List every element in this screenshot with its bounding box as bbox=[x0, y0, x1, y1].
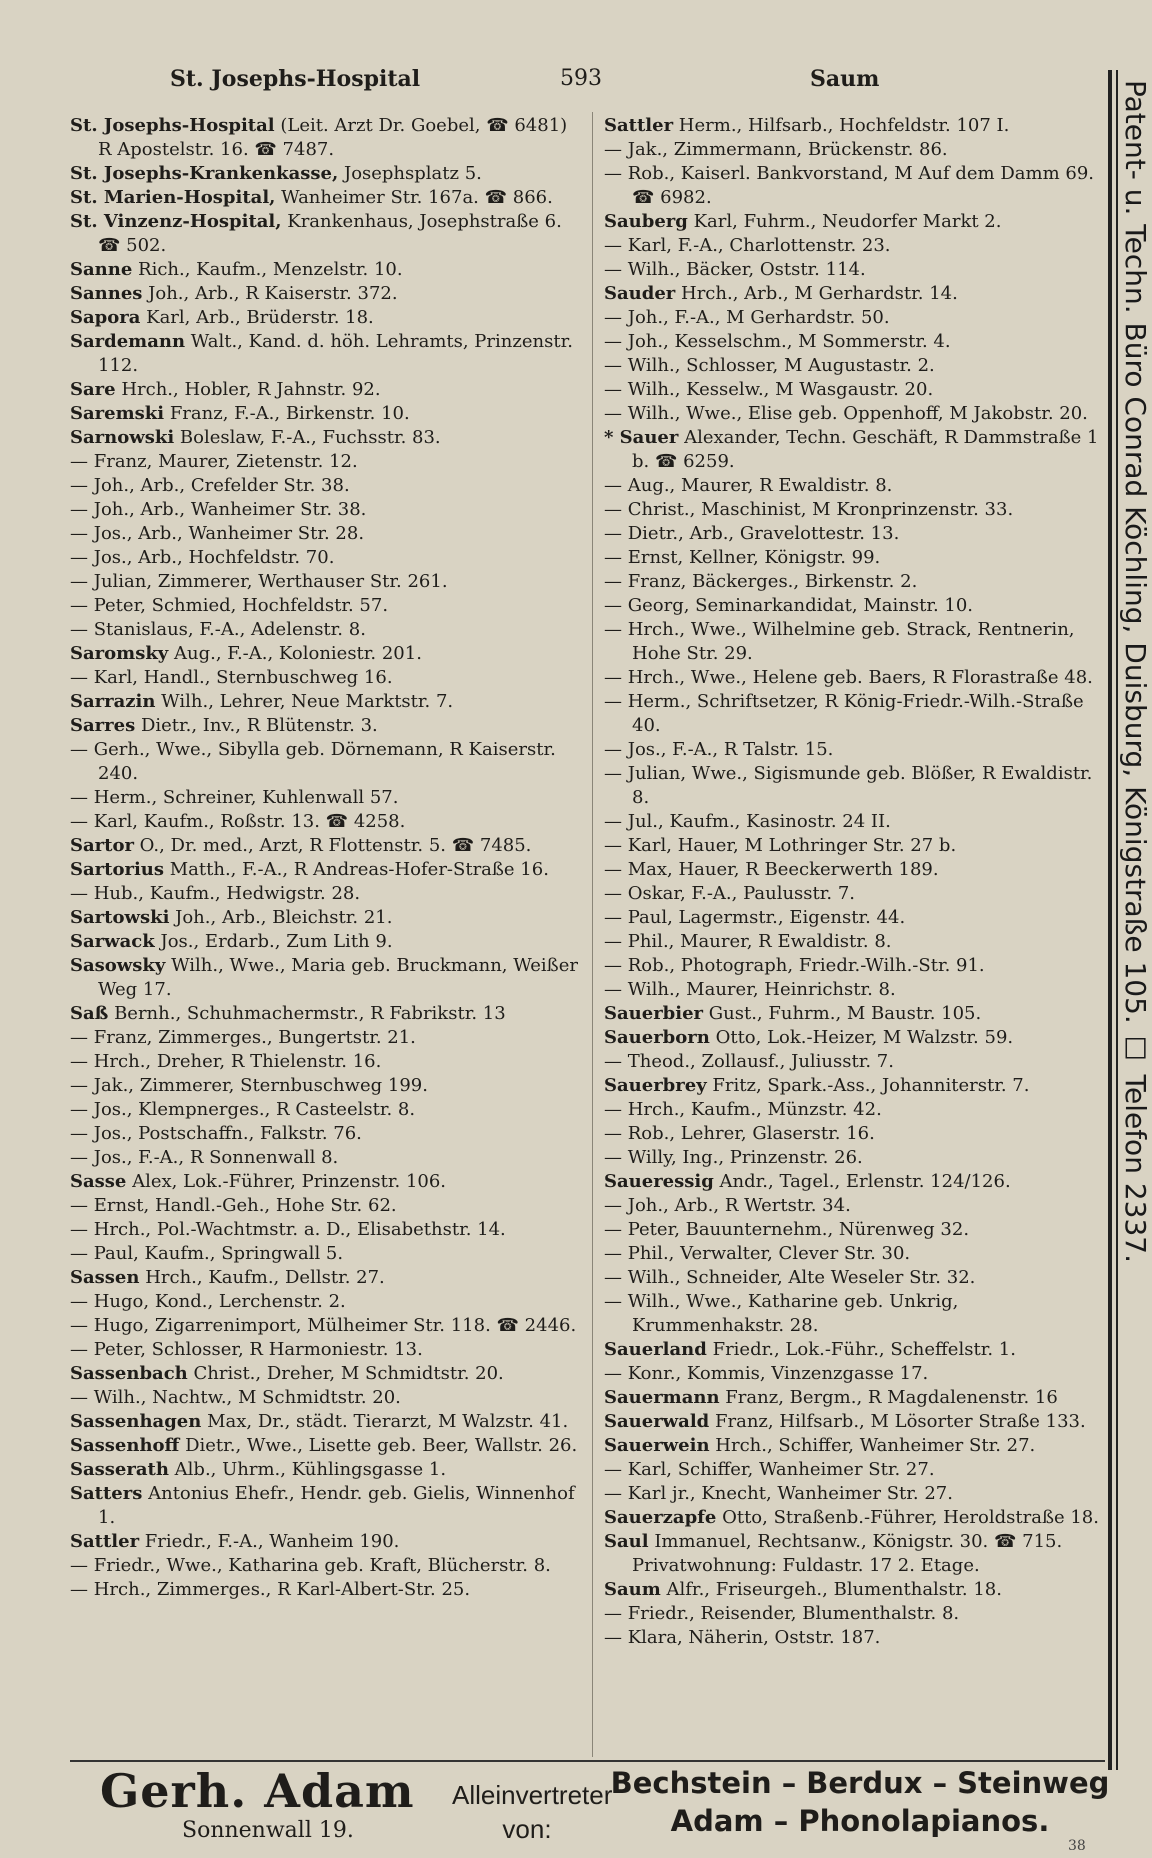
directory-entry bbox=[604, 1242, 1104, 1266]
directory-entry bbox=[70, 426, 580, 450]
directory-entry bbox=[604, 738, 1104, 762]
directory-entry bbox=[70, 186, 580, 210]
entry-details: — Wilh., Kesselw., M Wasgaustr. 20. bbox=[604, 379, 934, 400]
directory-entry bbox=[70, 1458, 580, 1482]
entry-details: Wilh., Wwe., Maria geb. Bruckmann, Weißer Weg 17. bbox=[98, 955, 578, 1000]
directory-entry bbox=[604, 474, 1104, 498]
entry-details: — Wilh., Nachtw., M Schmidtstr. 20. bbox=[70, 1387, 401, 1408]
entry-details: Andr., Tagel., Erlenstr. 124/126. bbox=[713, 1171, 1011, 1192]
entry-details: Franz, Bergm., R Magdalenenstr. 16 bbox=[719, 1387, 1058, 1408]
directory-entry bbox=[70, 1434, 580, 1458]
directory-entry bbox=[604, 810, 1104, 834]
directory-entry bbox=[70, 546, 580, 570]
directory-entry bbox=[70, 1122, 580, 1146]
entry-details: Friedr., F.-A., Wanheim 190. bbox=[139, 1531, 400, 1552]
directory-entry bbox=[604, 546, 1104, 570]
entry-details: Fritz, Spark.-Ass., Johanniterstr. 7. bbox=[706, 1075, 1030, 1096]
entry-details: — Jak., Zimmerer, Sternbuschweg 199. bbox=[70, 1075, 428, 1096]
entry-details: — Christ., Maschinist, M Kronprinzenstr. 33. bbox=[604, 499, 1014, 520]
directory-entry bbox=[604, 1530, 1104, 1578]
directory-entry bbox=[604, 930, 1104, 954]
header-right: Saum bbox=[810, 66, 880, 92]
directory-entry bbox=[604, 354, 1104, 378]
directory-entry bbox=[604, 330, 1104, 354]
entry-details: — Jos., Klempnerges., R Casteelstr. 8. bbox=[70, 1099, 416, 1120]
entry-surname: Sartorius bbox=[70, 859, 165, 880]
directory-entry bbox=[70, 258, 580, 282]
entry-details: Alb., Uhrm., Kühlingsgasse 1. bbox=[168, 1459, 447, 1480]
entry-details: — Dietr., Arb., Gravelottestr. 13. bbox=[604, 523, 900, 544]
directory-entry bbox=[70, 834, 580, 858]
entry-surname: Sasowsky bbox=[70, 955, 166, 976]
footer-rule bbox=[70, 1760, 1105, 1762]
entry-details: Franz, Hilfsarb., M Lösorter Straße 133. bbox=[709, 1411, 1086, 1432]
entry-surname: St. Josephs-Krankenkasse, bbox=[70, 163, 339, 184]
directory-entry bbox=[604, 1050, 1104, 1074]
directory-entry bbox=[604, 1386, 1104, 1410]
entry-details: — Hrch., Pol.-Wachtmstr. a. D., Elisabethstr. 14. bbox=[70, 1219, 506, 1240]
entry-surname: Sauerland bbox=[604, 1339, 707, 1360]
entry-details: — Franz, Maurer, Zietenstr. 12. bbox=[70, 451, 358, 472]
entry-surname: Sauerborn bbox=[604, 1027, 710, 1048]
directory-entry bbox=[604, 114, 1104, 138]
entry-details: Karl, Fuhrm., Neudorfer Markt 2. bbox=[687, 211, 1002, 232]
directory-entry bbox=[604, 906, 1104, 930]
directory-entry bbox=[70, 570, 580, 594]
entry-details: — Jak., Zimmermann, Brückenstr. 86. bbox=[604, 139, 948, 160]
directory-entry bbox=[604, 1074, 1104, 1098]
directory-entry bbox=[604, 1146, 1104, 1170]
directory-entry bbox=[70, 1218, 580, 1242]
entry-surname: Sauerwald bbox=[604, 1411, 710, 1432]
entry-details: — Willy, Ing., Prinzenstr. 26. bbox=[604, 1147, 863, 1168]
directory-entry bbox=[604, 762, 1104, 810]
directory-entry bbox=[604, 834, 1104, 858]
entry-surname: Sassenbach bbox=[70, 1363, 188, 1384]
entry-surname: Sauerzapfe bbox=[604, 1507, 717, 1528]
directory-entry bbox=[70, 474, 580, 498]
directory-entry bbox=[70, 690, 580, 714]
entry-details: — Herm., Schreiner, Kuhlenwall 57. bbox=[70, 787, 399, 808]
footer-middle bbox=[452, 1778, 613, 1846]
entry-details: — Joh., Arb., Crefelder Str. 38. bbox=[70, 475, 350, 496]
directory-entry bbox=[70, 1266, 580, 1290]
entry-details: Hrch., Hobler, R Jahnstr. 92. bbox=[115, 379, 381, 400]
directory-entry bbox=[604, 1578, 1104, 1602]
directory-entry bbox=[70, 714, 580, 738]
entry-details: — Klara, Näherin, Oststr. 187. bbox=[604, 1627, 881, 1648]
directory-entry bbox=[70, 1242, 580, 1266]
directory-entry bbox=[604, 1458, 1104, 1482]
entry-details: — Hugo, Kond., Lerchenstr. 2. bbox=[70, 1291, 346, 1312]
entry-details: — Georg, Seminarkandidat, Mainstr. 10. bbox=[604, 595, 974, 616]
directory-entry bbox=[70, 378, 580, 402]
directory-entry bbox=[604, 426, 1104, 474]
entry-surname: Sauder bbox=[604, 283, 676, 304]
directory-entry bbox=[604, 498, 1104, 522]
directory-entry bbox=[604, 1218, 1104, 1242]
entry-details: Immanuel, Rechtsanw., Königstr. 30. ☎ 715. Privatwohnung: Fuldastr. 17 2. Etage. bbox=[632, 1531, 1063, 1576]
running-header bbox=[70, 66, 880, 100]
directory-entry bbox=[70, 1074, 580, 1098]
footer-address: Sonnenwall 19. bbox=[182, 1818, 354, 1843]
right-column bbox=[604, 114, 1104, 1650]
directory-entry bbox=[604, 282, 1104, 306]
entry-details: — Peter, Schmied, Hochfeldstr. 57. bbox=[70, 595, 389, 616]
entry-details: — Hub., Kaufm., Hedwigstr. 28. bbox=[70, 883, 361, 904]
directory-entry bbox=[604, 234, 1104, 258]
footer-brand: Gerh. Adam bbox=[100, 1764, 415, 1818]
directory-entry bbox=[70, 282, 580, 306]
entry-details: — Hrch., Wwe., Wilhelmine geb. Strack, Rentnerin, Hohe Str. 29. bbox=[604, 619, 1075, 664]
entry-details: — Hrch., Dreher, R Thielenstr. 16. bbox=[70, 1051, 382, 1072]
entry-details: — Jul., Kaufm., Kasinostr. 24 II. bbox=[604, 811, 891, 832]
entry-details: — Peter, Schlosser, R Harmoniestr. 13. bbox=[70, 1339, 423, 1360]
entry-details: — Julian, Wwe., Sigismunde geb. Blößer, R Ewaldistr. 8. bbox=[604, 763, 1093, 808]
entry-details: — Jos., F.-A., R Talstr. 15. bbox=[604, 739, 834, 760]
entry-surname: Sattler bbox=[604, 115, 674, 136]
directory-entry bbox=[70, 522, 580, 546]
entry-details: Alexander, Techn. Geschäft, R Dammstraße 1 b. ☎ 6259. bbox=[632, 427, 1099, 472]
entry-surname: Saueressig bbox=[604, 1171, 714, 1192]
entry-details: — Hrch., Zimmerges., R Karl-Albert-Str. 25. bbox=[70, 1579, 471, 1600]
entry-details: O., Dr. med., Arzt, R Flottenstr. 5. ☎ 7485. bbox=[133, 835, 532, 856]
directory-entry bbox=[70, 1314, 580, 1338]
directory-entry bbox=[604, 1170, 1104, 1194]
entry-surname: Sarnowski bbox=[70, 427, 175, 448]
directory-entry bbox=[70, 666, 580, 690]
entry-details: — Karl, Hauer, M Lothringer Str. 27 b. bbox=[604, 835, 957, 856]
entry-details: Otto, Straßenb.-Führer, Heroldstraße 18. bbox=[716, 1507, 1099, 1528]
directory-entry bbox=[70, 330, 580, 378]
directory-entry bbox=[70, 1410, 580, 1434]
directory-entry bbox=[604, 210, 1104, 234]
footer-middle-line1: Alleinvertreter bbox=[452, 1780, 613, 1810]
entry-details: — Karl jr., Knecht, Wanheimer Str. 27. bbox=[604, 1483, 953, 1504]
entry-details: — Oskar, F.-A., Paulusstr. 7. bbox=[604, 883, 856, 904]
directory-entry bbox=[604, 1626, 1104, 1650]
directory-entry bbox=[70, 954, 580, 1002]
directory-entry bbox=[70, 1362, 580, 1386]
entry-details: Matth., F.-A., R Andreas-Hofer-Straße 16. bbox=[164, 859, 549, 880]
directory-entry bbox=[70, 1002, 580, 1026]
directory-entry bbox=[604, 1602, 1104, 1626]
entry-details: (Leit. Arzt Dr. Goebel, ☎ 6481) R Apostelstr. 16. ☎ 7487. bbox=[98, 115, 568, 160]
directory-entry bbox=[604, 306, 1104, 330]
entry-details: Walt., Kand. d. höh. Lehramts, Prinzenstr. 112. bbox=[98, 331, 573, 376]
directory-entry bbox=[604, 858, 1104, 882]
entry-details: — Joh., Kesselschm., M Sommerstr. 4. bbox=[604, 331, 951, 352]
footer-advertisement bbox=[70, 1764, 1110, 1844]
entry-details: — Paul, Kaufm., Springwall 5. bbox=[70, 1243, 344, 1264]
entry-surname: Sanne bbox=[70, 259, 133, 280]
entry-details: Dietr., Wwe., Lisette geb. Beer, Wallstr. 26. bbox=[179, 1435, 578, 1456]
entry-details: Karl, Arb., Brüderstr. 18. bbox=[140, 307, 374, 328]
entry-surname: Sauerbier bbox=[604, 1003, 704, 1024]
entry-details: — Wilh., Schneider, Alte Weseler Str. 32. bbox=[604, 1267, 976, 1288]
entry-details: — Hugo, Zigarrenimport, Mülheimer Str. 118. ☎ 2446. bbox=[70, 1315, 577, 1336]
directory-entry bbox=[604, 594, 1104, 618]
footer-brands-line2: Adam – Phonolapianos. bbox=[670, 1804, 1050, 1838]
entry-details: — Joh., F.-A., M Gerhardstr. 50. bbox=[604, 307, 890, 328]
entry-details: — Stanislaus, F.-A., Adelenstr. 8. bbox=[70, 619, 366, 640]
entry-details: — Karl, Schiffer, Wanheimer Str. 27. bbox=[604, 1459, 935, 1480]
directory-entry bbox=[604, 978, 1104, 1002]
entry-surname: * Sauer bbox=[604, 427, 679, 448]
entry-details: Bernh., Schuhmachermstr., R Fabrikstr. 13 bbox=[108, 1003, 506, 1024]
entry-details: — Joh., Arb., R Wertstr. 34. bbox=[604, 1195, 851, 1216]
column-divider bbox=[592, 112, 593, 1757]
entry-details: — Max, Hauer, R Beeckerwerth 189. bbox=[604, 859, 939, 880]
directory-entry bbox=[604, 378, 1104, 402]
entry-surname: Sartor bbox=[70, 835, 134, 856]
directory-entry bbox=[604, 1266, 1104, 1290]
entry-surname: Sarrazin bbox=[70, 691, 156, 712]
entry-surname: Sauerwein bbox=[604, 1435, 710, 1456]
entry-surname: Sarwack bbox=[70, 931, 155, 952]
entry-details: Hrch., Schiffer, Wanheimer Str. 27. bbox=[709, 1435, 1036, 1456]
directory-entry bbox=[604, 882, 1104, 906]
entry-surname: Sattler bbox=[70, 1531, 140, 1552]
entry-details: Jos., Erdarb., Zum Lith 9. bbox=[154, 931, 393, 952]
footer-brands-line1: Bechstein – Berdux – Steinweg bbox=[610, 1766, 1110, 1800]
entry-details: — Konr., Kommis, Vinzenzgasse 17. bbox=[604, 1363, 929, 1384]
directory-entry bbox=[70, 1554, 580, 1578]
directory-entry bbox=[70, 1482, 580, 1530]
directory-entry bbox=[70, 1050, 580, 1074]
directory-entry bbox=[70, 618, 580, 642]
entry-details: — Rob., Lehrer, Glaserstr. 16. bbox=[604, 1123, 875, 1144]
entry-details: — Friedr., Wwe., Katharina geb. Kraft, Blücherstr. 8. bbox=[70, 1555, 551, 1576]
page-number: 593 bbox=[560, 66, 602, 91]
directory-entry bbox=[604, 1194, 1104, 1218]
entry-surname: Saremski bbox=[70, 403, 165, 424]
entry-details: — Phil., Verwalter, Clever Str. 30. bbox=[604, 1243, 911, 1264]
entry-details: Aug., F.-A., Koloniestr. 201. bbox=[168, 643, 422, 664]
directory-entry bbox=[70, 1530, 580, 1554]
directory-entry bbox=[604, 1026, 1104, 1050]
entry-details: Wanheimer Str. 167a. ☎ 866. bbox=[275, 187, 553, 208]
directory-entry bbox=[70, 594, 580, 618]
entry-details: — Karl, Handl., Sternbuschweg 16. bbox=[70, 667, 393, 688]
directory-entry bbox=[70, 498, 580, 522]
directory-entry bbox=[70, 1146, 580, 1170]
entry-surname: Sasse bbox=[70, 1171, 127, 1192]
directory-entry bbox=[604, 618, 1104, 666]
directory-entry bbox=[604, 1002, 1104, 1026]
footer-brands bbox=[610, 1764, 1110, 1840]
directory-entry bbox=[604, 1482, 1104, 1506]
entry-details: — Theod., Zollausf., Juliusstr. 7. bbox=[604, 1051, 894, 1072]
entry-surname: Sauberg bbox=[604, 211, 688, 232]
entry-details: — Peter, Bauunternehm., Nürenweg 32. bbox=[604, 1219, 970, 1240]
entry-details: — Julian, Zimmerer, Werthauser Str. 261. bbox=[70, 571, 448, 592]
entry-surname: Sapora bbox=[70, 307, 141, 328]
entry-details: — Franz, Zimmerges., Bungertstr. 21. bbox=[70, 1027, 416, 1048]
directory-entry bbox=[70, 786, 580, 810]
directory-entry bbox=[70, 402, 580, 426]
directory-entry bbox=[70, 642, 580, 666]
directory-entry bbox=[70, 930, 580, 954]
entry-surname: Saul bbox=[604, 1531, 649, 1552]
left-column bbox=[70, 114, 580, 1602]
entry-details: Alfr., Friseurgeh., Blumenthalstr. 18. bbox=[660, 1579, 1002, 1600]
entry-details: Joh., Arb., R Kaiserstr. 372. bbox=[142, 283, 398, 304]
side-rule-thick bbox=[1108, 70, 1112, 1770]
entry-details: Wilh., Lehrer, Neue Marktstr. 7. bbox=[155, 691, 454, 712]
directory-entry bbox=[604, 402, 1104, 426]
entry-details: Josephsplatz 5. bbox=[338, 163, 482, 184]
entry-surname: Sauermann bbox=[604, 1387, 720, 1408]
directory-entry bbox=[604, 522, 1104, 546]
entry-surname: Saß bbox=[70, 1003, 109, 1024]
directory-entry bbox=[604, 1362, 1104, 1386]
directory-entry bbox=[70, 858, 580, 882]
entry-surname: Sauerbrey bbox=[604, 1075, 707, 1096]
entry-surname: Sarres bbox=[70, 715, 136, 736]
directory-entry bbox=[604, 258, 1104, 282]
entry-details: — Hrch., Kaufm., Münzstr. 42. bbox=[604, 1099, 882, 1120]
directory-entry bbox=[70, 450, 580, 474]
entry-details: Boleslaw, F.-A., Fuchsstr. 83. bbox=[174, 427, 441, 448]
directory-entry bbox=[604, 1506, 1104, 1530]
entry-surname: Sasserath bbox=[70, 1459, 169, 1480]
directory-entry bbox=[70, 1098, 580, 1122]
entry-details: Hrch., Kaufm., Dellstr. 27. bbox=[139, 1267, 385, 1288]
entry-details: — Paul, Lagermstr., Eigenstr. 44. bbox=[604, 907, 906, 928]
side-advertisement: Patent- u. Techn. Büro Conrad Köchling, Duisburg, Königstraße 105. ☐ Telefon 2337. bbox=[1119, 80, 1152, 1263]
entry-details: — Herm., Schriftsetzer, R König-Friedr.-Wilh.-Straße 40. bbox=[604, 691, 1084, 736]
entry-surname: St. Vinzenz-Hospital, bbox=[70, 211, 282, 232]
entry-details: — Rob., Kaiserl. Bankvorstand, M Auf dem Damm 69. ☎ 6982. bbox=[604, 163, 1094, 208]
directory-entry bbox=[70, 810, 580, 834]
entry-surname: St. Josephs-Hospital bbox=[70, 115, 275, 136]
entry-details: — Hrch., Wwe., Helene geb. Baers, R Florastraße 48. bbox=[604, 667, 1093, 688]
entry-details: Herm., Hilfsarb., Hochfeldstr. 107 I. bbox=[673, 115, 1010, 136]
entry-details: — Jos., Postschaffn., Falkstr. 76. bbox=[70, 1123, 362, 1144]
entry-surname: Sartowski bbox=[70, 907, 170, 928]
directory-entry bbox=[70, 882, 580, 906]
entry-surname: Sardemann bbox=[70, 331, 186, 352]
directory-entry bbox=[70, 1290, 580, 1314]
entry-surname: St. Marien-Hospital, bbox=[70, 187, 276, 208]
directory-entry bbox=[604, 570, 1104, 594]
directory-entry bbox=[604, 666, 1104, 690]
entry-details: — Wilh., Wwe., Elise geb. Oppenhoff, M Jakobstr. 20. bbox=[604, 403, 1088, 424]
directory-entry bbox=[70, 1338, 580, 1362]
entry-surname: Satters bbox=[70, 1483, 143, 1504]
directory-entry bbox=[70, 162, 580, 186]
directory-entry bbox=[604, 1290, 1104, 1338]
entry-details: — Jos., Arb., Wanheimer Str. 28. bbox=[70, 523, 365, 544]
directory-entry bbox=[70, 1386, 580, 1410]
entry-details: — Friedr., Reisender, Blumenthalstr. 8. bbox=[604, 1603, 960, 1624]
entry-details: Gust., Fuhrm., M Baustr. 105. bbox=[703, 1003, 982, 1024]
entry-details: — Karl, F.-A., Charlottenstr. 23. bbox=[604, 235, 891, 256]
entry-details: — Aug., Maurer, R Ewaldistr. 8. bbox=[604, 475, 893, 496]
directory-entry bbox=[604, 1434, 1104, 1458]
directory-entry bbox=[70, 114, 580, 162]
entry-details: Alex, Lok.-Führer, Prinzenstr. 106. bbox=[126, 1171, 447, 1192]
entry-details: Joh., Arb., Bleichstr. 21. bbox=[169, 907, 393, 928]
directory-entry bbox=[70, 1194, 580, 1218]
directory-entry bbox=[604, 1122, 1104, 1146]
entry-surname: Sassenhagen bbox=[70, 1411, 202, 1432]
entry-details: Hrch., Arb., M Gerhardstr. 14. bbox=[675, 283, 958, 304]
directory-entry bbox=[70, 210, 580, 258]
directory-entry bbox=[604, 1410, 1104, 1434]
entry-details: — Rob., Photograph, Friedr.-Wilh.-Str. 91. bbox=[604, 955, 985, 976]
entry-surname: Sassen bbox=[70, 1267, 140, 1288]
entry-details: — Phil., Maurer, R Ewaldistr. 8. bbox=[604, 931, 892, 952]
directory-entry bbox=[70, 1170, 580, 1194]
small-page-mark: 38 bbox=[1068, 1838, 1086, 1854]
entry-details: Krankenhaus, Josephstraße 6. ☎ 502. bbox=[98, 211, 562, 256]
entry-surname: Sassenhoff bbox=[70, 1435, 180, 1456]
entry-details: — Wilh., Wwe., Katharine geb. Unkrig, Krummenhakstr. 28. bbox=[604, 1291, 959, 1336]
entry-surname: Saromsky bbox=[70, 643, 169, 664]
entry-details: Dietr., Inv., R Blütenstr. 3. bbox=[135, 715, 378, 736]
entry-surname: Saum bbox=[604, 1579, 661, 1600]
entry-details: Rich., Kaufm., Menzelstr. 10. bbox=[132, 259, 403, 280]
directory-entry bbox=[70, 738, 580, 786]
entry-details: — Karl, Kaufm., Roßstr. 13. ☎ 4258. bbox=[70, 811, 406, 832]
entry-details: — Wilh., Schlosser, M Augustastr. 2. bbox=[604, 355, 935, 376]
footer-middle-line2: von: bbox=[502, 1814, 552, 1844]
entry-details: — Wilh., Maurer, Heinrichstr. 8. bbox=[604, 979, 896, 1000]
entry-details: — Ernst, Kellner, Königstr. 99. bbox=[604, 547, 881, 568]
directory-entry bbox=[70, 1578, 580, 1602]
entry-details: Friedr., Lok.-Führ., Scheffelstr. 1. bbox=[706, 1339, 1016, 1360]
directory-entry bbox=[604, 1338, 1104, 1362]
entry-details: — Ernst, Handl.-Geh., Hohe Str. 62. bbox=[70, 1195, 397, 1216]
entry-details: Otto, Lok.-Heizer, M Walzstr. 59. bbox=[709, 1027, 1014, 1048]
entry-details: Franz, F.-A., Birkenstr. 10. bbox=[164, 403, 410, 424]
directory-entry bbox=[70, 306, 580, 330]
entry-details: — Wilh., Bäcker, Oststr. 114. bbox=[604, 259, 866, 280]
header-left: St. Josephs-Hospital bbox=[170, 66, 421, 92]
entry-details: — Joh., Arb., Wanheimer Str. 38. bbox=[70, 499, 367, 520]
entry-surname: Sare bbox=[70, 379, 116, 400]
entry-details: — Jos., Arb., Hochfeldstr. 70. bbox=[70, 547, 335, 568]
entry-details: Christ., Dreher, M Schmidtstr. 20. bbox=[187, 1363, 504, 1384]
entry-details: — Gerh., Wwe., Sibylla geb. Dörnemann, R Kaiserstr. 240. bbox=[70, 739, 556, 784]
directory-entry bbox=[604, 1098, 1104, 1122]
entry-details: — Franz, Bäckerges., Birkenstr. 2. bbox=[604, 571, 918, 592]
entry-details: Max, Dr., städt. Tierarzt, M Walzstr. 41. bbox=[201, 1411, 569, 1432]
directory-entry bbox=[604, 954, 1104, 978]
directory-entry bbox=[604, 162, 1104, 210]
directory-entry bbox=[70, 1026, 580, 1050]
directory-entry bbox=[604, 138, 1104, 162]
entry-surname: Sannes bbox=[70, 283, 143, 304]
directory-entry bbox=[70, 906, 580, 930]
entry-details: Antonius Ehefr., Hendr. geb. Gielis, Winnenhof 1. bbox=[98, 1483, 575, 1528]
entry-details: — Jos., F.-A., R Sonnenwall 8. bbox=[70, 1147, 339, 1168]
directory-entry bbox=[604, 690, 1104, 738]
